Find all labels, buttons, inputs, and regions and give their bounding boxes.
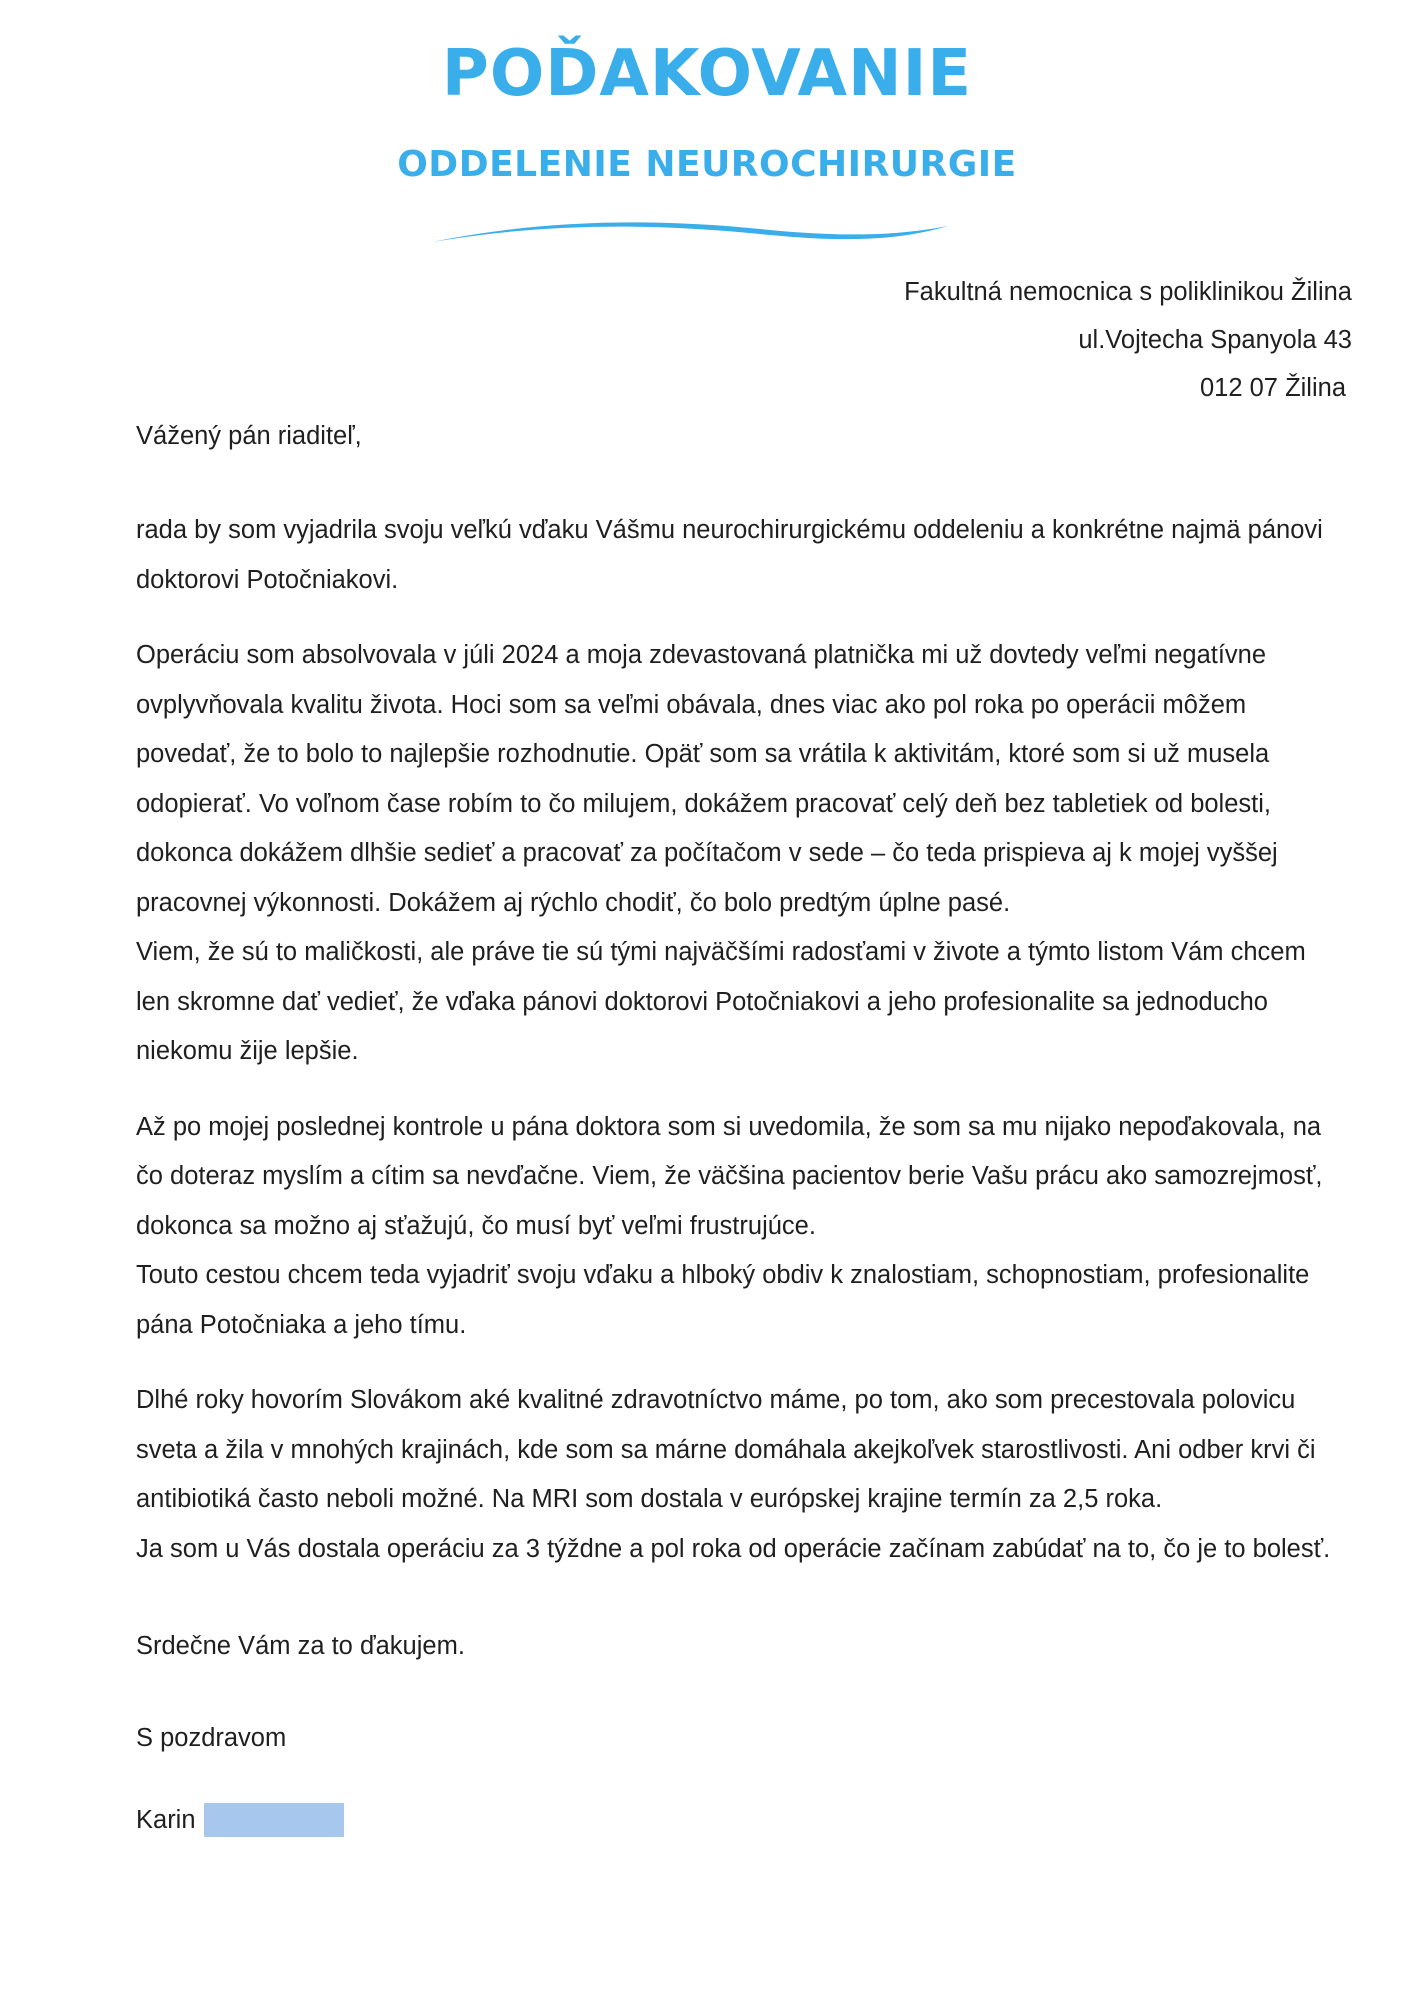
paragraph-healthcare: Dlhé roky hovorím Slovákom aké kvalitné zdravotníctvo máme, po tom, ako som precestovala polovicu sveta a žila v mnohých krajinách, kde som sa márne domáhala akejkoľvek starostlivosti. Ani odber krvi či antibiotiká často neboli možné. Na MRI som dostala v európskej krajine termín za 2,5 roka. bbox=[136, 1386, 1316, 1513]
recipient-address bbox=[652, 268, 1352, 412]
paragraph-pain-free: Ja som u Vás dostala operáciu za 3 týždne a pol roka od operácie začínam zabúdať na to, čo je to bolesť. bbox=[136, 1534, 1331, 1563]
address-line-institution: Fakultná nemocnica s poliklinikou Žilina bbox=[904, 278, 1352, 306]
closing-regards: S pozdravom bbox=[136, 1724, 287, 1752]
department-subtitle: ODDELENIE NEUROCHIRURGIE bbox=[397, 144, 1017, 185]
paragraph-gratitude: rada by som vyjadrila svoju veľkú vďaku Vášmu neurochirurgickému oddeleniu a konkrétne najmä pánovi doktorovi Potočniakovi. bbox=[136, 516, 1323, 594]
paragraph-admiration: Touto cestou chcem teda vyjadriť svoju vďaku a hlboký obdiv k znalostiam, schopnostiam, profesionalite pána Potočniaka a jeho tímu. bbox=[136, 1261, 1310, 1339]
paragraph-small-things: Viem, že sú to maličkosti, ale práve tie sú tými najväčšími radosťami v živote a týmto listom Vám chcem len skromne dať vedieť, že vďaka pánovi doktorovi Potočniakovi a jeho profesionalite sa jednoducho niekomu žije lepšie. bbox=[136, 938, 1306, 1065]
signature bbox=[136, 1796, 344, 1844]
decorative-wave bbox=[430, 218, 950, 248]
redacted-surname bbox=[204, 1803, 344, 1837]
address-line-city: 012 07 Žilina bbox=[1199, 374, 1346, 402]
salutation: Vážený pán riaditeľ, bbox=[136, 422, 362, 450]
signature-name: Karin bbox=[136, 1806, 196, 1834]
letter-body bbox=[136, 506, 1336, 1600]
address-line-street: ul.Vojtecha Spanyola 43 bbox=[1078, 326, 1352, 354]
paragraph-operation: Operáciu som absolvovala v júli 2024 a moja zdevastovaná platnička mi už dovtedy veľmi negatívne ovplyvňovala kvalitu života. Hoci som sa veľmi obávala, dnes viac ako pol roka po operácii môžem povedať, že to bolo to najlepšie rozhodnutie. Opäť som sa vrátila k aktivitám, ktoré som si už musela odopierať. Vo voľnom čase robím to čo milujem, dokážem pracovať celý deň bez tabletiek od bolesti, dokonca dokážem dlhšie sedieť a pracovať za počítačom v sede – čo teda prispieva aj k mojej vyššej pracovnej výkonnosti. Dokážem aj rýchlo chodiť, čo bolo predtým úplne pasé. bbox=[136, 641, 1278, 917]
closing-thanks: Srdečne Vám za to ďakujem. bbox=[136, 1632, 465, 1660]
letter-title: POĎAKOVANIE bbox=[441, 37, 973, 111]
paragraph-last-checkup: Až po mojej poslednej kontrole u pána doktora som si uvedomila, že som sa mu nijako nepoďakovala, na čo doteraz myslím a cítim sa nevďačne. Viem, že väčšina pacientov berie Vašu prácu ako samozrejmosť, dokonca sa možno aj sťažujú, čo musí byť veľmi frustrujúce. bbox=[136, 1112, 1323, 1240]
